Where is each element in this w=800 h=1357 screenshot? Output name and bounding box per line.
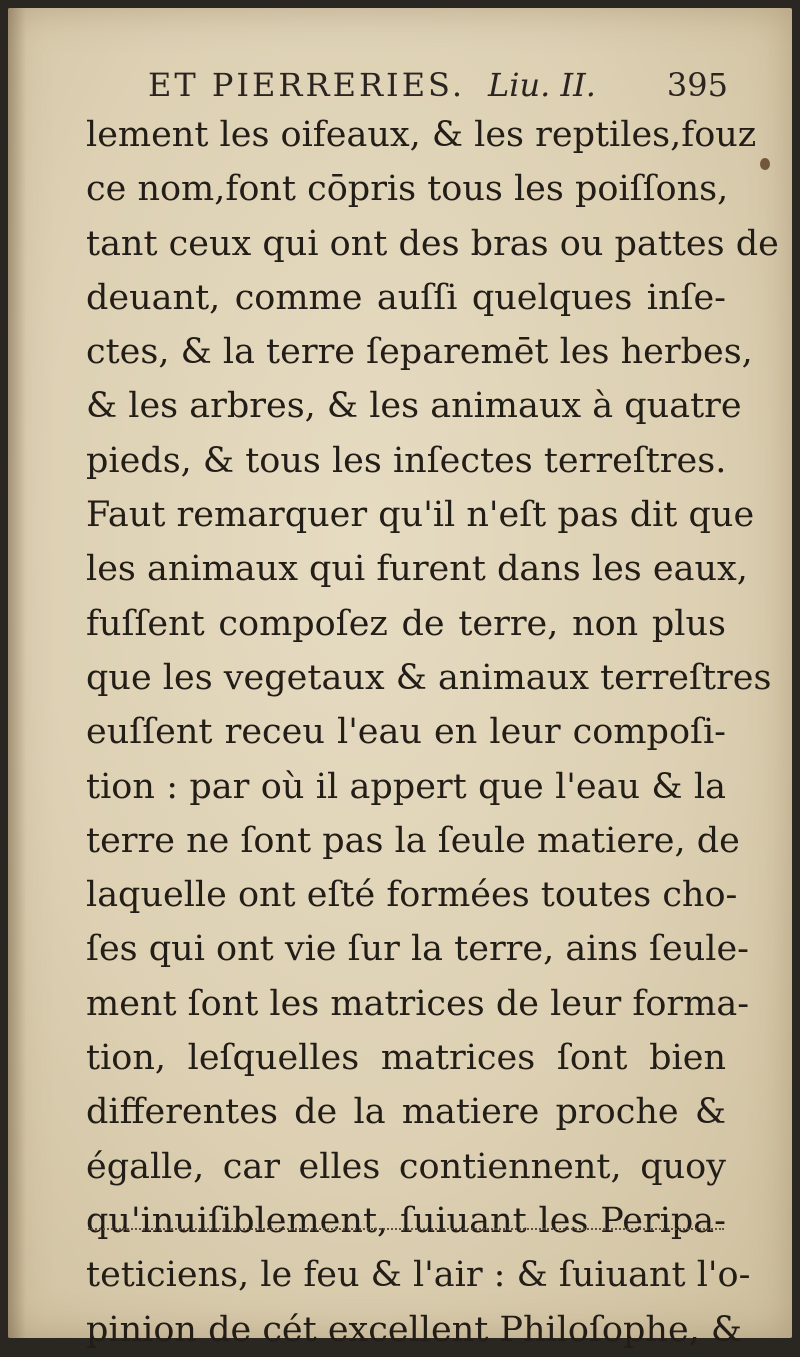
text-line: qu'inuiſiblement, ſuiuant les Peripa- — [86, 1200, 726, 1241]
running-title: ET PIERRERIES. — [148, 66, 465, 104]
running-header — [148, 60, 728, 110]
book-number: Liu. II. — [488, 66, 596, 104]
text-line: les animaux qui furent dans les eaux, — [86, 549, 748, 590]
text-line: fuſſent compoſez de terre, non plus — [86, 603, 726, 644]
text-line: teticiens, le feu & l'air : & ſuiuant l'o- — [86, 1255, 751, 1296]
text-line: pinion de cét excellent Philoſophe, & — [86, 1309, 743, 1350]
text-line: laquelle ont eſté formées toutes cho- — [86, 875, 738, 916]
text-line: euſſent receu l'eau en leur compoſi- — [86, 712, 726, 753]
text-line: & les arbres, & les animaux à quatre — [86, 386, 742, 427]
text-line: differentes de la matiere proche & — [86, 1092, 726, 1133]
text-line: tion, leſquelles matrices ſont bien — [86, 1038, 726, 1079]
body-text — [86, 108, 779, 1357]
text-line: ment ſont les matrices de leur forma- — [86, 983, 750, 1024]
text-line: ctes, & la terre ſeparemēt les herbes, — [86, 332, 753, 373]
text-line: ſes qui ont vie ſur la terre, ains ſeule- — [86, 929, 750, 970]
text-line: pieds, & tous les inſectes terreſtres. — [86, 440, 727, 481]
text-line: Faut remarquer qu'il n'eſt pas dit que — [86, 495, 755, 536]
text-line: ce nom,font cōpris tous les poiſſons, — [86, 169, 729, 210]
text-line: que les vegetaux & animaux terreſtres — [86, 657, 772, 698]
text-line: tant ceux qui ont des bras ou pattes de — [86, 223, 779, 264]
book-page — [8, 8, 792, 1350]
text-line: terre ne ſont pas la ſeule matiere, de — [86, 820, 740, 861]
text-line: lement les oifeaux, & les reptiles,fouz — [86, 115, 757, 155]
page-number: 395 — [666, 66, 728, 104]
text-line: deuant, comme auſſi quelques inſe- — [86, 277, 726, 318]
text-line: égalle, car elles contiennent, quoy — [86, 1146, 726, 1187]
ink-spot — [760, 158, 770, 170]
text-line: tion : par où il appert que l'eau & la — [86, 766, 726, 807]
bottom-rule — [88, 1218, 724, 1230]
